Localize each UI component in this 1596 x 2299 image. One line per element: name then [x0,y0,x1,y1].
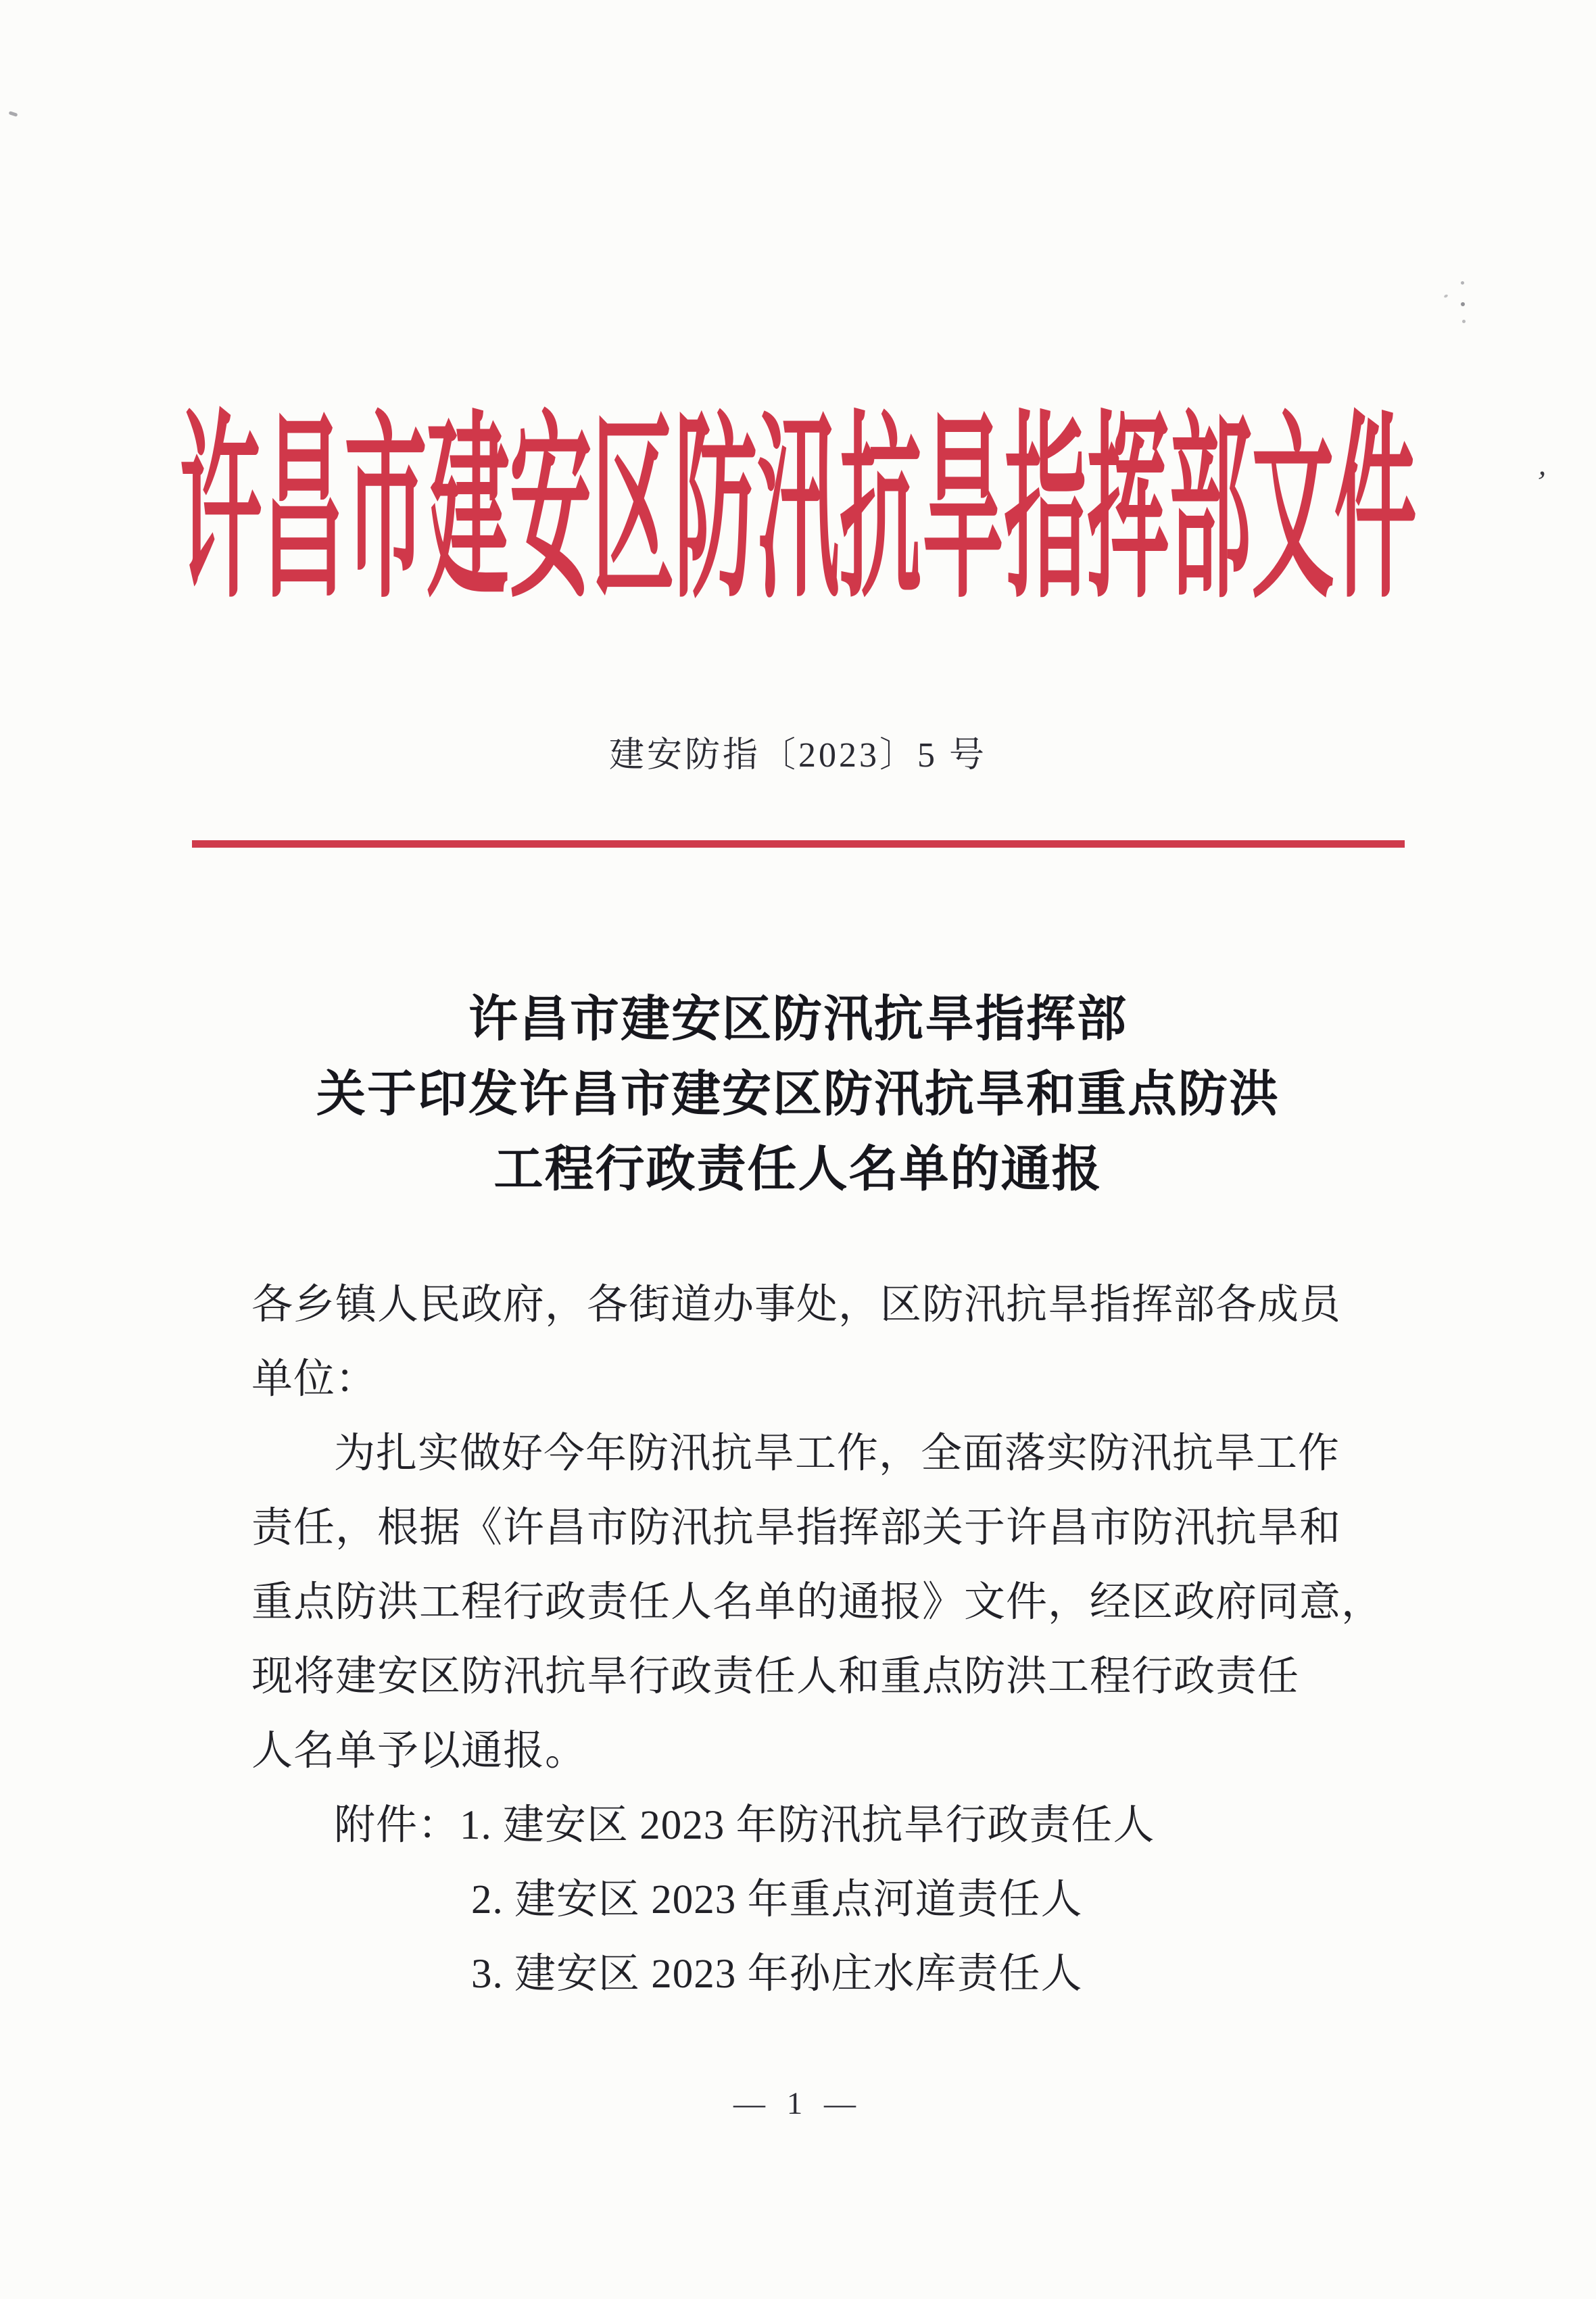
page-number: — 1 — [733,2086,863,2121]
scan-artifact-dash [9,111,18,117]
document-title-line-1: 许昌市建安区防汛抗旱指挥部 [468,992,1128,1046]
document-title-line-3: 工程行政责任人名单的通报 [493,1142,1103,1196]
document-number: 建安防指〔2023〕5 号 [608,736,987,775]
document-title [0,982,1596,1207]
scan-artifact-dot [1461,302,1465,306]
salutation-line: 各乡镇人民政府，各街道办事处，区防汛抗旱指挥部各成员 [251,1282,1342,1328]
paragraph-line: 重点防洪工程行政责任人名单的通报》文件，经区政府同意， [251,1580,1384,1625]
document-body [251,1268,1384,2012]
red-header-banner: 许昌市建安区防汛抗旱指挥部文件 [179,398,1417,621]
paragraph-line: 为扎实做好今年防汛抗旱工作，全面落实防汛抗旱工作 [334,1431,1340,1476]
red-divider-line [192,840,1405,848]
document-title-line-2: 关于印发许昌市建安区防汛抗旱和重点防洪 [316,1067,1280,1121]
paragraph-line: 人名单予以通报。 [251,1728,587,1774]
attachment-item-line: 3. 建安区 2023 年孙庄水库责任人 [471,1952,1083,1997]
salutation-line: 单位： [251,1357,378,1402]
scan-artifact-dot [1461,281,1464,285]
paragraph-line: 现将建安区防汛抗旱行政责任人和重点防洪工程行政责任 [251,1654,1300,1699]
scan-artifact-mark: ’ [1533,464,1549,500]
attachment-intro-line: 附件：1. 建安区 2023 年防汛抗旱行政责任人 [334,1803,1155,1848]
paragraph-line: 责任，根据《许昌市防汛抗旱指挥部关于许昌市防汛抗旱和 [251,1505,1342,1551]
scan-artifact-dot [1462,320,1466,323]
attachment-item-line: 2. 建安区 2023 年重点河道责任人 [471,1877,1083,1922]
scan-artifact-dot [1443,294,1448,298]
